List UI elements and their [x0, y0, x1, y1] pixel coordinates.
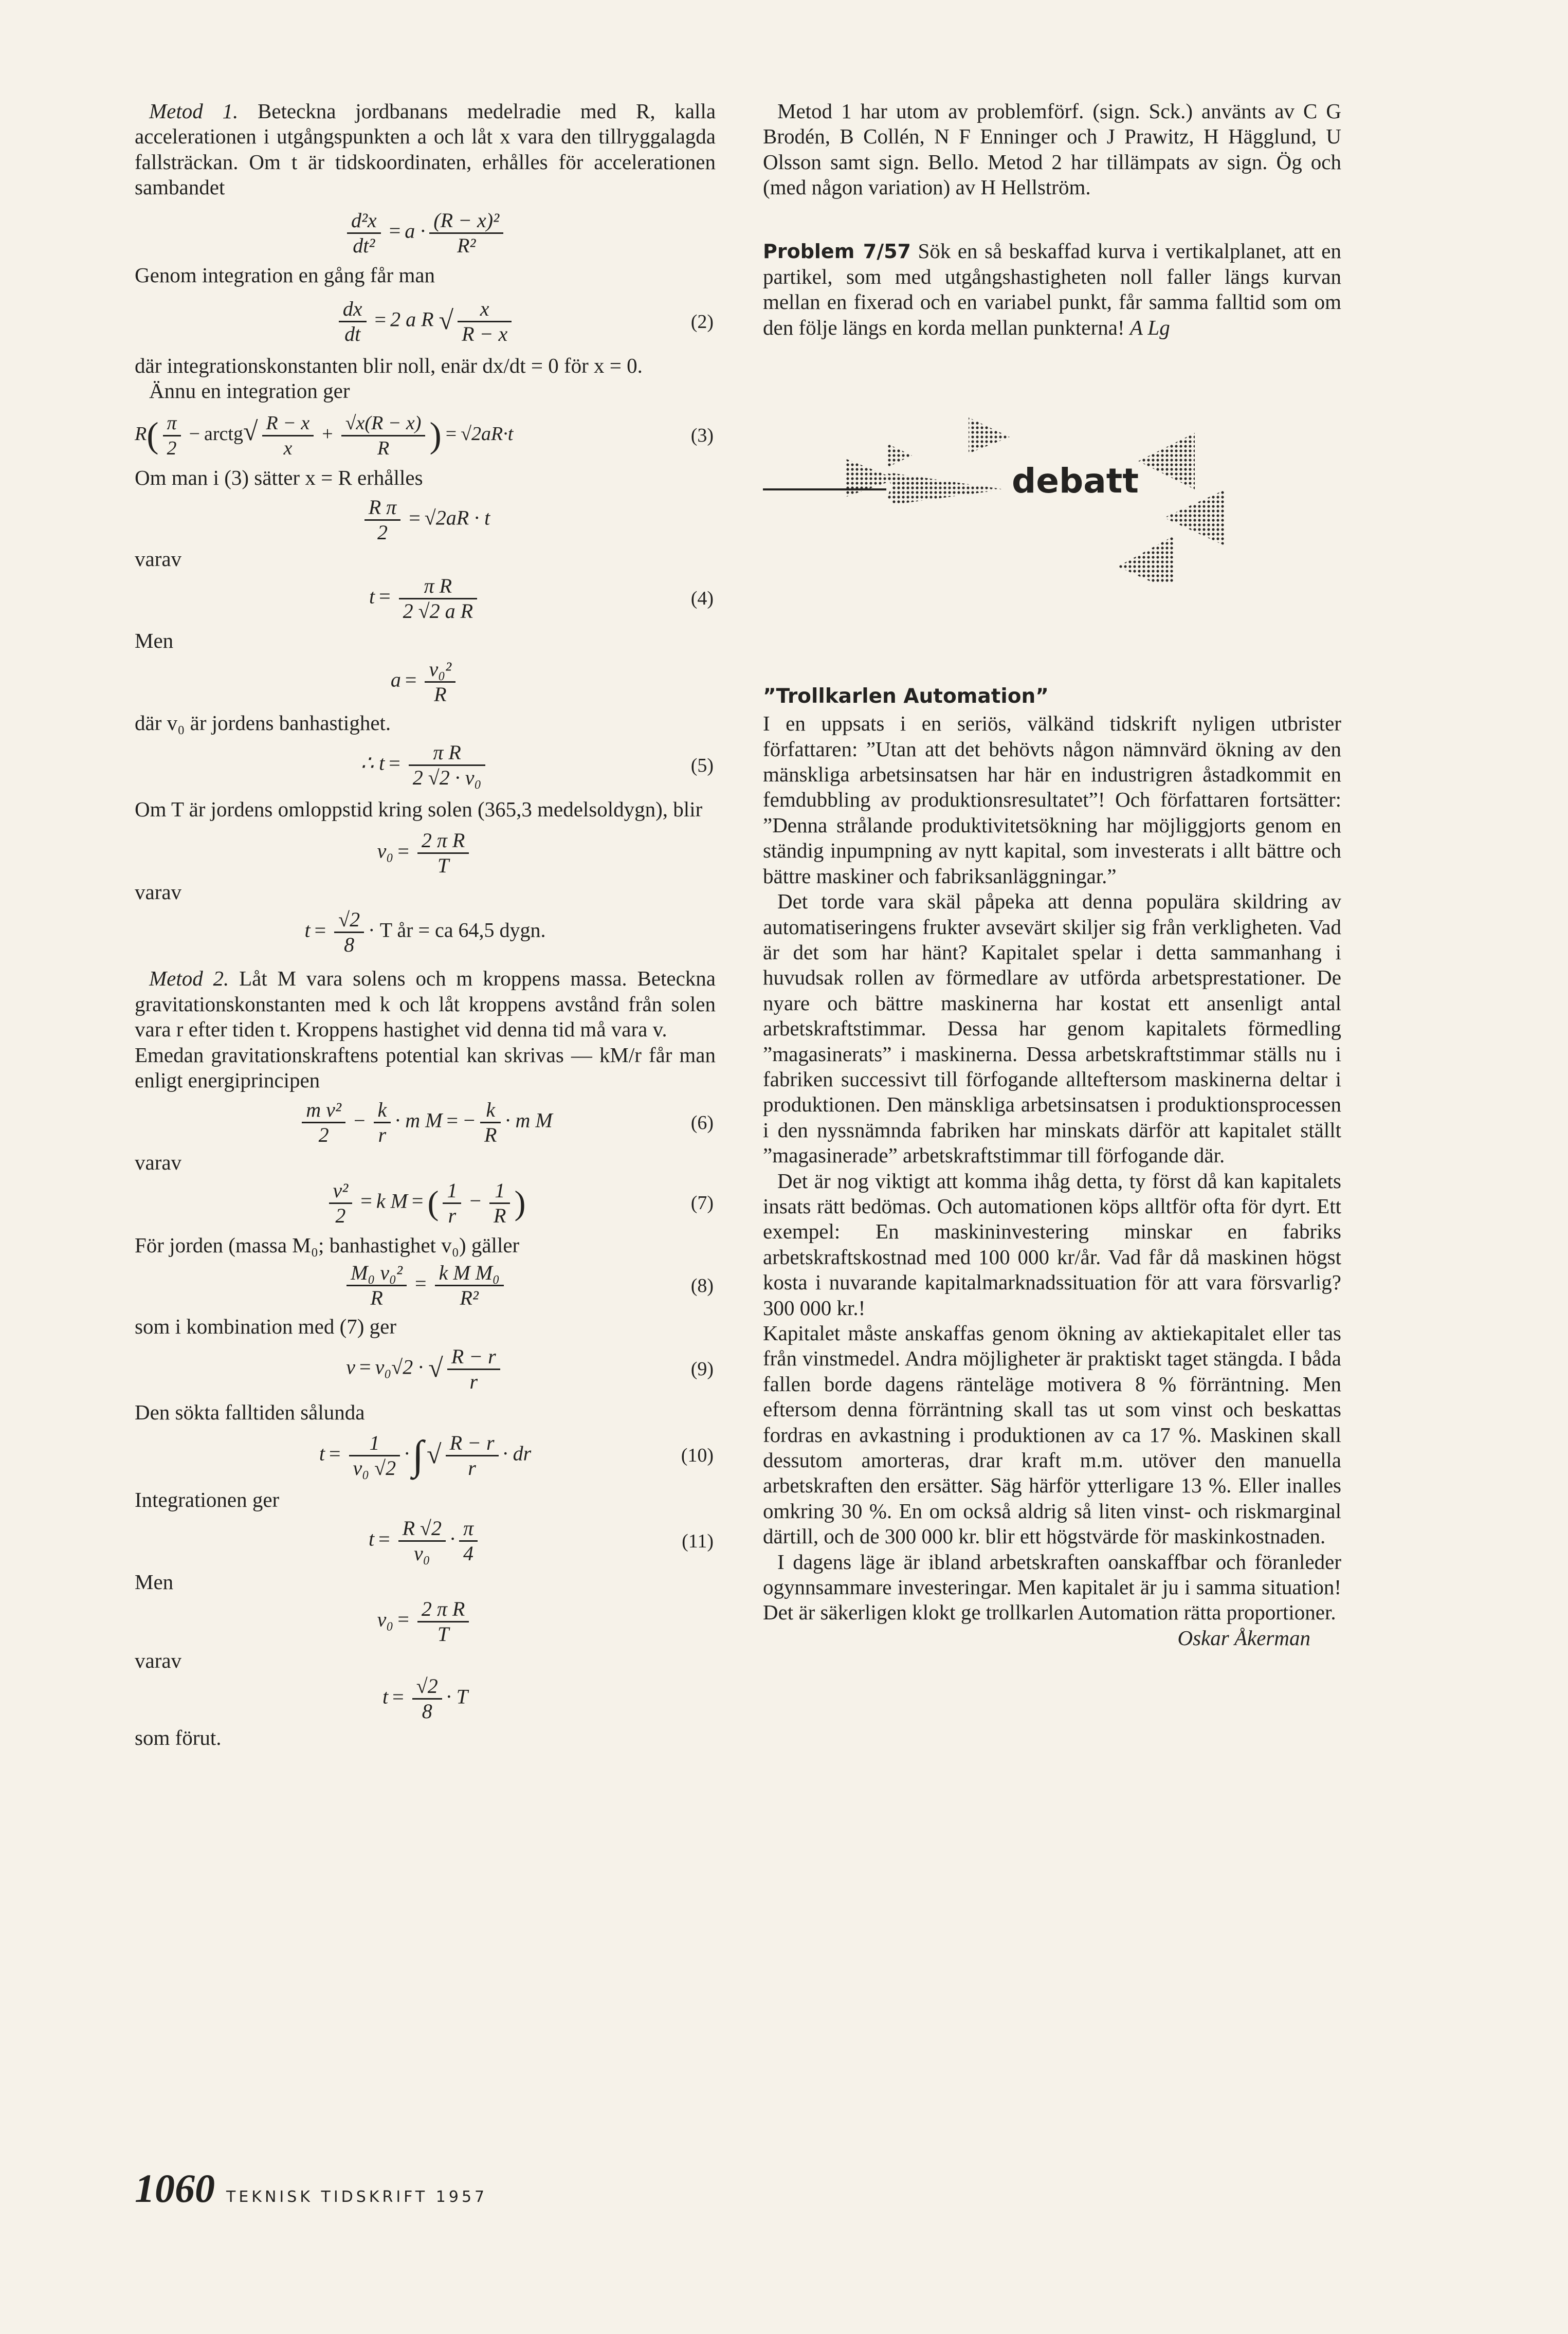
vo-text: där v₀ är jordens banhastighet.	[135, 711, 391, 735]
equation-4-number: (4)	[690, 588, 714, 610]
method-2-text: Låt M vara solens och m kroppens massa. Beteckna gravitationskonstanten med k och låt kroppens avstånd från solen vara r efter tiden t. Kroppens hastighet vid denna tid må vara v.	[135, 967, 716, 1042]
earth-text: För jorden (massa M₀; banhastighet v₀) gäller	[135, 1233, 520, 1257]
equation-9-number: (9)	[690, 1358, 714, 1380]
arctg-label: arctg	[204, 423, 243, 445]
equation-3-rhs: √2aR·t	[461, 423, 514, 445]
article-paragraph-1: I en uppsats i en seriös, välkänd tidskrift nyligen utbrister författaren: ”Utan att det behövts någon nämnvärd ökning av den mänskliga arbetsinsatsen har här en industrigren åstadkommit en femdubbling av produktionsresultatet”! Och författaren fortsätter: ”Denna strålande produktivitetsökning har möjliggjorts genom en ständig inpumpning av nytt kapital, som investerats i allt bättre och bättre maskiner och fabriksanläggningar.”	[763, 712, 1341, 888]
equation-rpi: $\frac{\text{R π}}{2}$ = √2aR · t	[135, 496, 716, 544]
page-footer	[135, 2165, 487, 2212]
journal-name: TEKNISK TIDSKRIFT 1957	[226, 2188, 488, 2206]
equation-6-number: (6)	[690, 1111, 714, 1134]
equation-7-number: (7)	[690, 1192, 714, 1214]
problem-paragraph	[763, 239, 1341, 341]
equation-vo-2: v₀ = $\frac{\text{2 π R}}{T}$	[135, 1597, 716, 1646]
integration-constant-text: där integrationskonstanten blir noll, enär dx/dt = 0 för x = 0.	[135, 354, 643, 378]
debatt-banner	[763, 412, 1341, 582]
left-column	[135, 99, 716, 1751]
method-2-paragraph	[135, 966, 716, 1042]
arrow-head-large	[891, 473, 1005, 505]
set-x-text: Om man i (3) sätter x = R erhålles	[135, 465, 423, 489]
integration-2-text: Integrationen ger	[135, 1487, 280, 1511]
debatt-label: debatt	[1012, 461, 1139, 501]
problem-heading: Problem 7/57	[763, 240, 911, 263]
equation-t-result: t = $\frac{√2}{8}$ · T år = ca 64,5 dygn.	[304, 908, 546, 957]
falltime-text: Den sökta falltiden sålunda	[135, 1400, 365, 1424]
combination-text: som i kombination med (7) ger	[135, 1315, 396, 1339]
equation-2: $\frac{dx}{dt}$ = 2 a R √ $\frac{x}{R - x}$ (2)	[135, 297, 716, 346]
varav-label-1: varav	[135, 547, 182, 571]
method-1-text: Beteckna jordbanans medelradie med R, kalla accelerationen i utgångspunkten a och låt x vara den tillryggalagda fallsträckan. Om t är tidskoordinaten, erhålles för accelerationen sambandet	[135, 99, 716, 199]
equation-9: v = v₀√2 · √ $\frac{R - r}{r}$ (9)	[346, 1344, 714, 1393]
equation-5: ∴ t = $\frac{\text{π R}}{\text{2 √2 · v₀}}$ (5)	[360, 741, 714, 790]
method-1-paragraph	[135, 99, 716, 200]
article-paragraph-4: Kapitalet måste anskaffas genom ökning av aktiekapitalet eller tas från vinstmedel. Andra möjligheter är praktiskt taget stängda. I båda fallen borde dagens ränteläge motivera 8 % förräntning. Men eftersom denna förräntning skall tas ut som vinst och beskattas fordras en avkastning i produktionen av ca 17 %. Maskinen skall dessutom amorteras, drar kraft m.m. utöver den manuella arbetskraften den ersätter. Säg härför ytterligare 13 %. Eller inalles omkring 30 %. En om också aldrig så liten vinst- och riskmarginal därtill, och de 300 000 kr. blir ett högstvärde för maskinkostnaden.	[763, 1321, 1341, 1548]
equation-1: $\frac{\text{d²x}}{\text{dt²}}$ = a · $\frac{\text{(R − x)²}}{\text{R²}}$	[135, 209, 716, 258]
men-label-1: Men	[135, 628, 174, 652]
method-2-label: Metod 2.	[149, 967, 229, 991]
varav-label-4: varav	[135, 1648, 182, 1672]
varav-label-2: varav	[135, 880, 182, 904]
equation-3: R( $\frac{\pi}{2}$ − arctg√ $\frac{R - x}{x}$ + $\frac{√x(R - x)}{R}$ ) = √2aR·t (3)	[135, 412, 714, 459]
article-paragraph-2: Det torde vara skäl påpeka att denna populära skildring av automatiseringens frukter avsevärt skiljer sig från verkligheten. Vad är det som har hänt? Kapitalet spelar i detta sammanhang i huvudsak rollen av förmedlare av utförda arbetsprestationer. De nyare och bättre maskinerna har kostat ett ansenligt antal arbetskraftstimmar. Dessa har genom kapitalets förmedling ”magasinerats” i maskinerna. Dessa arbetskraftstimmar ställs nu i fabriken successivt till förfogande allteftersom maskinerna deltar i produktionen. Den mänskliga arbetsinsatsen i produktionsprocessen i den nyssnämnda fabriken har minskats därför att kapitalet ställt ”magasinerade” arbetskraftstimmar till förfogande där.	[763, 889, 1341, 1168]
problem-text: Sök en så beskaffad kurva i vertikalplanet, att en partikel, som med utgångshastigheten noll faller längs kurvan mellan en fixerad och en variabel punkt, får samma falltid som om den följe längs en korda mellan punkterna!	[763, 239, 1342, 339]
equation-11: t = $\frac{R √2}{\text{v₀}}$ · $\frac{\pi}{4}$ (11)	[368, 1517, 714, 1565]
equation-final: t = $\frac{√2}{8}$ · T	[382, 1674, 468, 1723]
equation-4: t = $\frac{\text{π R}}{\text{2 √2 a R}}$ (4)	[369, 574, 714, 623]
potential-text: Emedan gravitationskraftens potential kan skrivas — kM/r får man enligt energiprincipen	[135, 1043, 716, 1092]
dotted-arrow-4	[1138, 433, 1195, 489]
equation-3-number: (3)	[690, 425, 714, 447]
forut-text: som förut.	[135, 1726, 222, 1750]
article-author: Oskar Åkerman	[1177, 1626, 1310, 1650]
dotted-arrow-1	[886, 443, 912, 468]
equation-10: t = $\frac{1}{\text{v₀ √2}}$ ·∫ √ $\frac{R - r}{r}$ · dr (10)	[319, 1431, 714, 1480]
article-title: ”Trollkarlen Automation”	[763, 685, 1049, 708]
varav-label-3: varav	[135, 1151, 182, 1175]
integration-again-text: Ännu en integration ger	[149, 379, 350, 403]
credits-paragraph: Metod 1 har utom av problemförf. (sign. Sck.) använts av C G Brodén, B Collén, N F Enninger och J Prawitz, H Hägglund, U Olsson samt sign. Bello. Metod 2 har tillämpats av sign. Ög och (med någon variation) av H Hellström.	[763, 99, 1341, 199]
equation-8-number: (8)	[690, 1274, 714, 1297]
equation-2-number: (2)	[690, 311, 714, 333]
equation-11-number: (11)	[682, 1530, 714, 1552]
dotted-arrow-6	[1118, 536, 1174, 582]
period-text: Om T är jordens omloppstid kring solen (365,3 medelsoldygn), blir	[135, 797, 703, 822]
article-paragraph-5: I dagens läge är ibland arbetskraften oanskaffbar och föranleder ogynnsammare investeringar. Men kapitalet är ju i samma situation! Det är säkerligen klokt ge trollkarlen Automation rätta proportioner.	[763, 1549, 1341, 1625]
dotted-arrow-3	[969, 417, 1010, 453]
problem-signature: A Lg	[1129, 315, 1170, 339]
page-number: 1060	[135, 2166, 215, 2211]
method-1-label: Metod 1.	[149, 99, 239, 123]
equation-8: $\frac{\text{M₀ v₀²}}{R}$ = $\frac{\text{k M M₀}}{\text{R²}}$ (8)	[135, 1261, 716, 1310]
men-label-2: Men	[135, 1570, 174, 1594]
equation-10-number: (10)	[681, 1445, 714, 1467]
article-paragraph-3: Det är nog viktigt att komma ihåg detta, ty först då kan kapitalets insats rätt bedömas. Och automationen köps alltför ofta för dyrt. Ett exempel: En maskininvestering minskar en fabriks arbetskraftskostnad med 100 000 kr/år. Vad får då maskinen högst kosta i nuvarande kapitalmarknadssituation för att vara försvarlig? 300 000 kr.!	[763, 1169, 1341, 1320]
right-column	[763, 99, 1341, 1651]
equation-6: $\frac{\text{m v²}}{2}$ − $\frac{k}{r}$ · m M = − $\frac{k}{R}$ · m M (6)	[135, 1098, 716, 1147]
integration-once-text: Genom integration en gång får man	[135, 263, 435, 287]
equation-5-number: (5)	[690, 754, 714, 776]
equation-7: $\frac{\text{v²}}{2}$ = k M = ( $\frac{1}{r}$ − $\frac{1}{R}$ ) (7)	[135, 1179, 716, 1228]
equation-a: a = $\frac{\text{v₀²}}{R}$	[135, 658, 716, 706]
equation-vo: v₀ = $\frac{\text{2 π R}}{T}$	[135, 829, 716, 878]
